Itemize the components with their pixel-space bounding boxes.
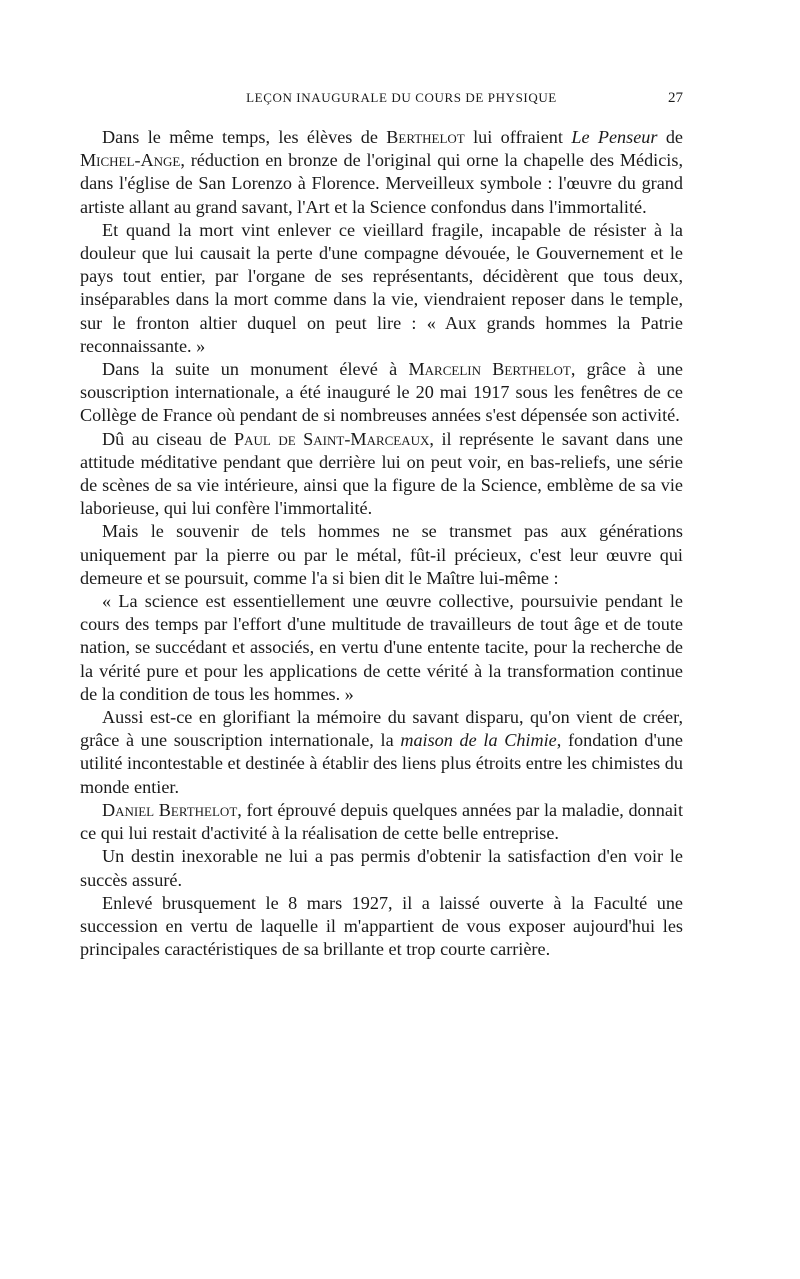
paragraph-5: Mais le souvenir de tels hommes ne se transmet pas aux générations uniquement par la pierre ou par le métal, fût-il précieux, c'est leur œuvre qui demeure et se poursuit, comme l'a si bien dit le Maître lui-même : xyxy=(80,521,683,588)
paragraph-8: Daniel Berthelot, fort éprouvé depuis quelques années par la maladie, donnait ce qui lui restait d'activité à la réalisation de cette belle entreprise. xyxy=(80,799,684,844)
institution-name: maison de la Chimie xyxy=(400,730,557,751)
paragraph-7: Aussi est-ce en glorifiant la mémoire du savant disparu, qu'on vient de créer, grâce à une souscription internationale, la maison de la Chimie, fondation d'une utilité incontestable et destinée à établir des liens plus étroits entre les chimistes du monde entier. xyxy=(80,707,683,797)
paragraph-3: Dans la suite un monument élevé à Marcelin Berthelot, grâce à une souscription internationale, a été inauguré le 20 mai 1917 sous les fenêtres de ce Collège de France où pendant de si nombreuses années s'est dépensée son activité. xyxy=(80,359,684,426)
paragraph-2: Et quand la mort vint enlever ce vieillard fragile, incapable de résister à la douleur que lui causait la perte d'une compagne dévouée, le Gouvernement et le pays tout entier, par l'organe de ses représentants, décidèrent que tous deux, inséparables dans la mort comme dans la vie, viendraient reposer dans le temple, sur le fronton altier duquel on peut lire : « Aux grands hommes la Patrie reconnaissante. » xyxy=(80,219,683,356)
person-name: Daniel Berthelot xyxy=(102,799,238,820)
person-name: Marcelin Berthelot xyxy=(408,359,571,380)
body-text xyxy=(80,126,683,961)
author-name: Berthelot xyxy=(386,127,465,147)
running-header xyxy=(80,90,683,106)
paragraph-10: Enlevé brusquement le 8 mars 1927, il a laissé ouverte à la Faculté une succession en vertu de laquelle il m'appartient de vous exposer aujourd'hui les principales caractéristiques de sa brillante et trop courte carrière. xyxy=(80,892,683,960)
artist-name: Michel-Ange xyxy=(80,150,181,171)
artwork-title: Le Penseur xyxy=(571,127,658,147)
paragraph-1: Dans le même temps, les élèves de Berthelot lui offraient Le Penseur de Michel-Ange, réduction en bronze de l'original qui orne la chapelle des Médicis, dans l'église de San Lorenzo à Florence. Merveilleux symbole : l'œuvre du grand artiste allant au grand savant, l'Art et la Science confondus dans l'immortalité. xyxy=(80,127,684,217)
header-title: LEÇON INAUGURALE DU COURS DE PHYSIQUE xyxy=(246,90,557,105)
paragraph-9: Un destin inexorable ne lui a pas permis d'obtenir la satisfaction d'en voir le succès assuré. xyxy=(80,846,683,890)
quotation-paragraph: « La science est essentiellement une œuvre collective, poursuivie pendant le cours des temps par l'effort d'une multitude de travailleurs de tout âge et de toute nation, se succédant et associés, en vertu d'une entente tacite, pour la recherche de la vérité pure et pour les applications de cette vérité à la transformation continue de la condition de tous les hommes. » xyxy=(80,591,683,704)
page-number: 27 xyxy=(668,90,683,106)
paragraph-4: Dû au ciseau de Paul de Saint-Marceaux, il représente le savant dans une attitude méditative pendant que derrière lui on peut voir, en bas-reliefs, une série de scènes de sa vie intérieure, ainsi que la figure de la Science, emblème de sa vie laborieuse, qui lui confère l'immortalité. xyxy=(80,428,683,519)
sculptor-name: Paul de Saint-Marceaux xyxy=(234,428,430,449)
